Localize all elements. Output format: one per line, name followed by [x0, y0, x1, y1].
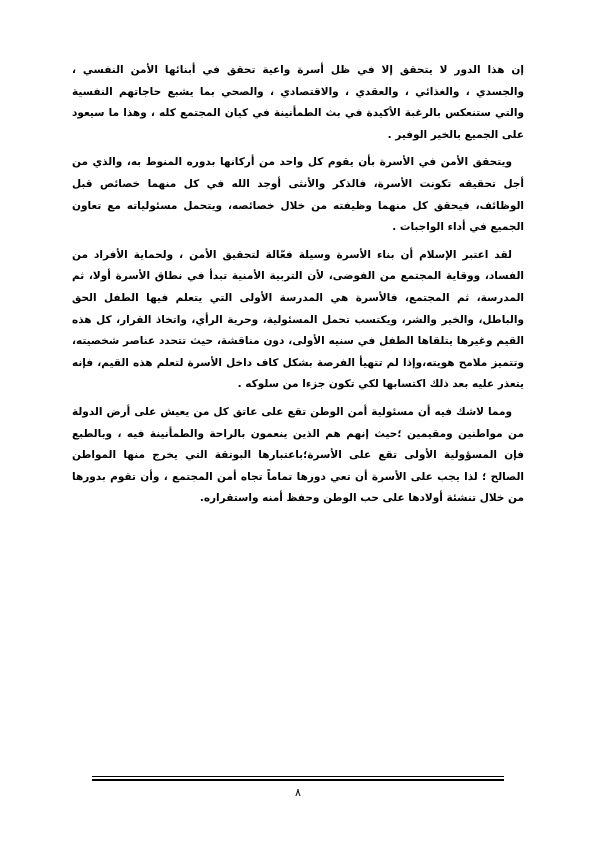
document-body — [72, 60, 524, 516]
paragraph-2: ويتحقق الأمن في الأسرة بأن يقوم كل واحد من أركانها بدوره المنوط به، والذي من أجل تحقيقه تكونت الأسرة، فالذكر والأنثى أوجد الله في كل منهما خصائص قبل الوظائف، فيحقق كل منهما وظيفته من خلال خصائصه، ويتحمل مسئولياته مع تعاون الجميع في أداء الواجبات . — [72, 156, 524, 234]
paragraph-4: ومما لاشك فيه أن مسئولية أمن الوطن تقع على عاتق كل من يعيش على أرض الدولة من مواطنين ومقيمين ؛حيث إنهم هم الذين ينعمون بالراحة والطمأنينة فيه ، وبالطبع فإن المسؤولية الأولى تقع على الأسرة؛باعتبارها البوتقة التي يخرج منها المواطن الصالح ؛ لذا يجب على الأسرة أن تعي دورها تماماً تجاه أمن المجتمع ، وأن تقوم بدورها من خلال تنشئة أولادها على حب الوطن وحفظ أمنه واستقراره. — [72, 405, 524, 505]
footer-divider-thin-line — [92, 776, 504, 777]
paragraph-1: إن هذا الدور لا يتحقق إلا في ظل أسرة واعية تحقق في أبنائها الأمن النفسي ، والجسدي ، والغذائي ، والعقدي ، والاقتصادي ، والصحي بما يشبع حاجاتهم النفسية والتي ستنعكس بالرغبة الأكيدة في بث الطمأنينة في كيان المجتمع كله ، وهذا ما سيعود على الجميع بالخير الوفير . — [72, 64, 524, 141]
paragraph-3: لقد اعتبر الإسلام أن بناء الأسرة وسيلة فعّالة لتحقيق الأمن ، ولحماية الأفراد من الفساد، ووقاية المجتمع من الفوضى، لأن التربية الأمنية تبدأ في نطاق الأسرة أولا، ثم المدرسة، ثم المجتمع، فالأسرة هي المدرسة الأولى التي يتعلم فيها الطفل الحق والباطل، والخير والشر، ويكتسب تحمل المسئولية، وحرية الرأي، واتخاذ القرار، كل هذه القيم وغيرها يتلقاها الطفل في سنيه الأولى، دون مناقشة، حيث تتحدد عناصر شخصيته، وتتميز ملامح هويته،وإذا لم تتهيأ الفرصة بشكل كاف داخل الأسرة لتعلم هذه القيم، فإنه يتعذر عليه بعد ذلك اكتسابها لكي تكون جزءا من سلوكه . — [72, 248, 524, 391]
footer-divider — [92, 776, 504, 782]
footer-divider-thick-line — [92, 779, 504, 781]
page-number: ٨ — [295, 786, 301, 799]
